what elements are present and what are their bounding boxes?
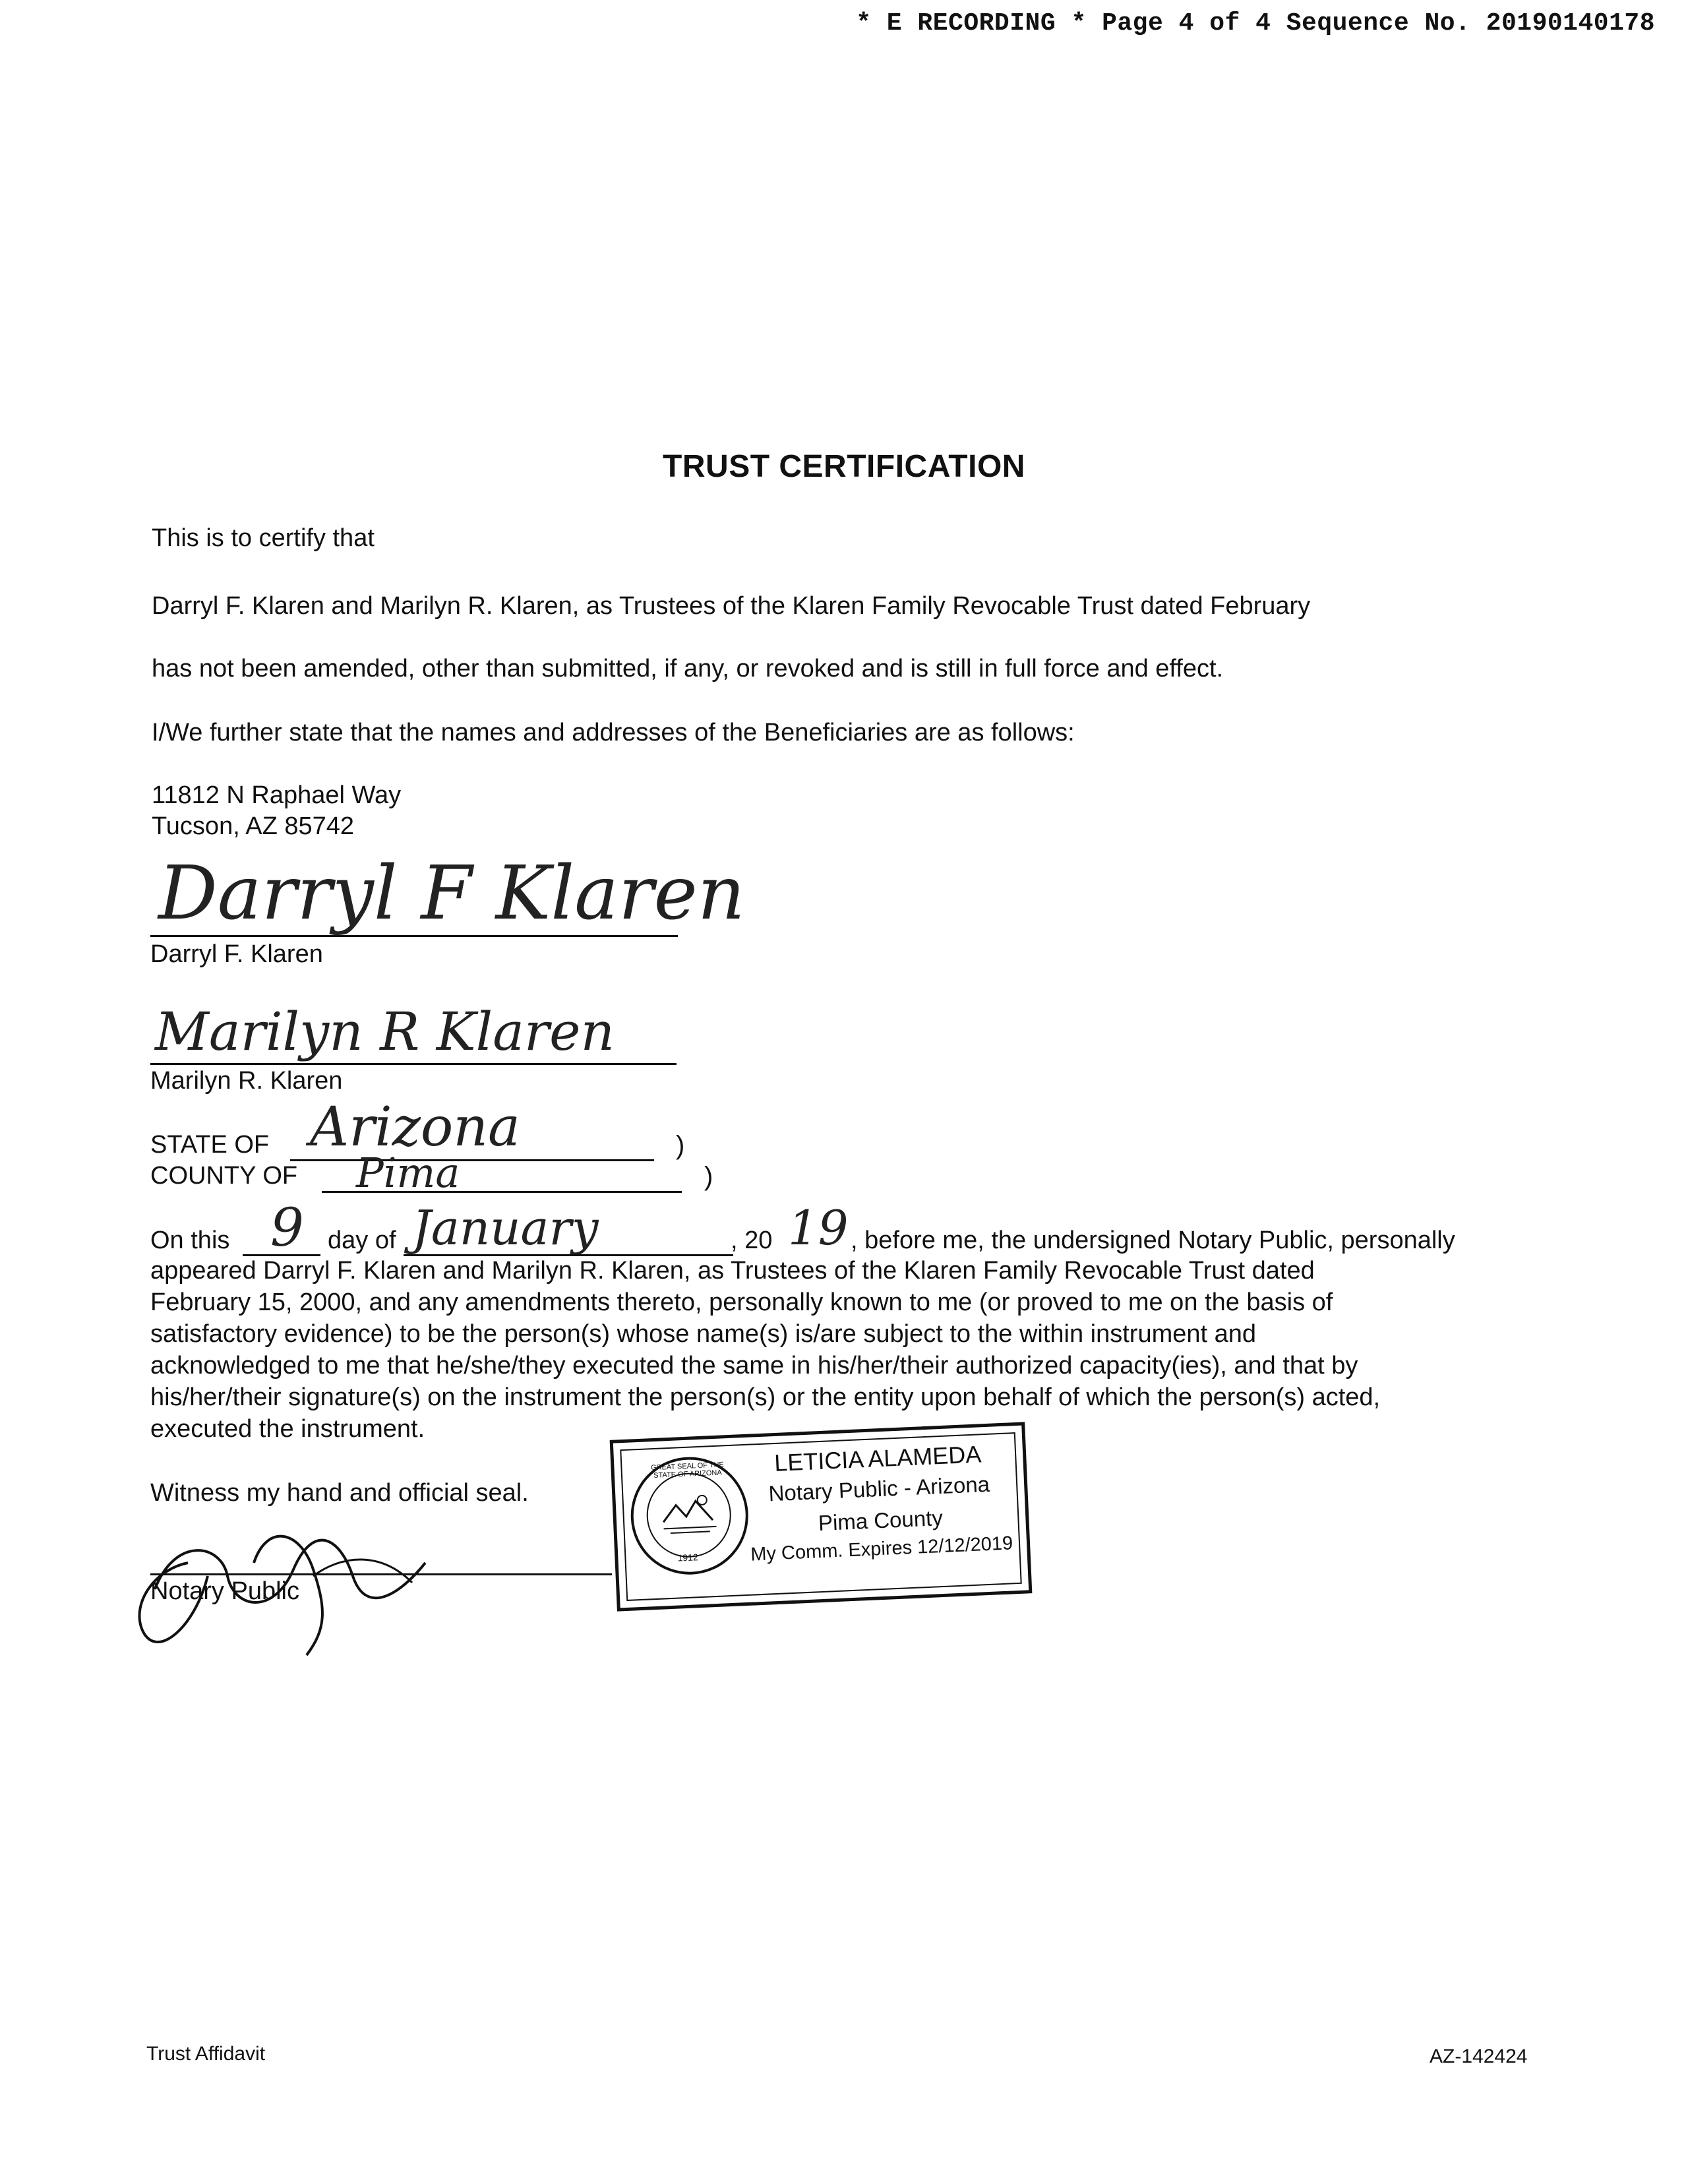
year-prefix: , 20 <box>731 1227 773 1254</box>
state-line <box>290 1159 654 1161</box>
signature-line-darryl <box>150 935 678 937</box>
signer-name-darryl: Darryl F. Klaren <box>150 940 323 968</box>
witness-statement: Witness my hand and official seal. <box>150 1479 529 1507</box>
on-this-label: On this <box>150 1227 230 1254</box>
notary-county: Pima County <box>818 1505 944 1536</box>
acknowledgment-line-3: February 15, 2000, and any amendments thereto, personally known to me (or proved to me on the basis of <box>150 1289 1333 1316</box>
year-value: 19 <box>788 1200 849 1256</box>
day-value: 9 <box>270 1197 304 1258</box>
acknowledgment-line-7: executed the instrument. <box>150 1415 425 1443</box>
notary-title: Notary Public - Arizona <box>768 1471 990 1506</box>
acknowledgment-line-4: satisfactory evidence) to be the person(s) whose name(s) is/are subject to the within instrument and <box>150 1320 1257 1348</box>
footer-right: AZ-142424 <box>1430 2046 1528 2067</box>
recording-header: * E RECORDING * Page 4 of 4 Sequence No. 20190140178 <box>856 9 1655 38</box>
notary-signature-line <box>150 1573 612 1575</box>
seal-landscape-icon <box>659 1490 720 1539</box>
state-value: Arizona <box>310 1096 520 1159</box>
amendment-statement: has not been amended, other than submitted, if any, or revoked and is still in full force and effect. <box>152 655 1224 682</box>
county-value: Pima <box>356 1149 460 1197</box>
document-title: TRUST CERTIFICATION <box>663 449 1025 484</box>
address-line-1: 11812 N Raphael Way <box>152 781 402 809</box>
signature-darryl: Darryl F Klaren <box>158 851 745 936</box>
address-line-2: Tucson, AZ 85742 <box>152 812 355 840</box>
county-label: COUNTY OF <box>150 1162 298 1190</box>
acknowledgment-line-6: his/her/their signature(s) on the instrument the person(s) or the entity upon behalf of which the person(s) acted, <box>150 1383 1381 1411</box>
signature-line-marilyn <box>150 1063 677 1065</box>
acknowledgment-line-1: , before me, the undersigned Notary Public, personally <box>851 1227 1455 1254</box>
signer-name-marilyn: Marilyn R. Klaren <box>150 1067 343 1095</box>
county-line <box>322 1191 682 1193</box>
beneficiaries-statement: I/We further state that the names and addresses of the Beneficiaries are as follows: <box>152 719 1075 746</box>
certify-intro: This is to certify that <box>152 524 375 552</box>
month-line <box>404 1254 733 1256</box>
notary-stamp <box>610 1422 1033 1611</box>
commission-expires: My Comm. Expires 12/12/2019 <box>750 1532 1013 1565</box>
month-value: January <box>412 1200 599 1256</box>
signature-marilyn: Marilyn R Klaren <box>155 1001 615 1062</box>
state-label: STATE OF <box>150 1131 270 1159</box>
acknowledgment-line-5: acknowledged to me that he/she/they executed the same in his/her/their authorized capacity(ies), and that by <box>150 1352 1358 1380</box>
trustees-statement: Darryl F. Klaren and Marilyn R. Klaren, as Trustees of the Klaren Family Revocable Trust dated February <box>152 592 1311 620</box>
acknowledgment-line-2: appeared Darryl F. Klaren and Marilyn R. Klaren, as Trustees of the Klaren Family Revocable Trust dated <box>150 1257 1315 1285</box>
county-paren: ) <box>704 1162 713 1191</box>
notary-name: LETICIA ALAMEDA <box>773 1440 982 1476</box>
state-paren: ) <box>676 1131 685 1160</box>
seal-ring-text: GREAT SEAL OF THE STATE OF ARIZONA <box>650 1461 725 1480</box>
day-of-label: day of <box>328 1227 396 1254</box>
notary-public-label: Notary Public <box>150 1577 299 1605</box>
seal-year: 1912 <box>677 1552 698 1563</box>
footer-left: Trust Affidavit <box>146 2043 266 2065</box>
day-line <box>243 1254 320 1256</box>
